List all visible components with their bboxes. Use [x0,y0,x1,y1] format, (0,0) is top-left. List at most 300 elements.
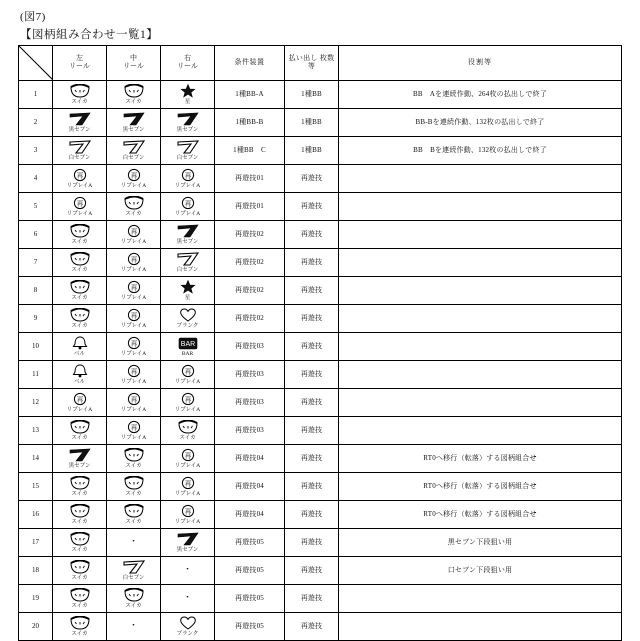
left-reel-symbol [53,193,107,221]
watermelon-icon [53,615,106,631]
role-cell: BB Aを連続作動、264枚の払出しで終了 [339,81,622,109]
right-reel-symbol [161,473,215,501]
condition-cell: 再遊技01 [215,193,285,221]
svg-text:再: 再 [76,396,83,404]
left-reel-symbol-caption: リプレイA [66,183,93,190]
center-reel-symbol [107,585,161,613]
right-reel-symbol-caption: 星 [184,99,191,106]
header-payout [285,46,339,81]
right-reel-symbol-caption: 黒セブン [176,239,199,246]
payout-cell: 再遊技 [285,585,339,613]
watermelon-icon [107,83,160,99]
table-header-row [19,46,622,81]
bell-icon [53,335,106,351]
payout-cell: 再遊技 [285,277,339,305]
table-row [19,585,622,613]
star-icon [161,83,214,99]
payout-cell: 1種BB [285,137,339,165]
white7-icon [53,139,106,155]
left-reel-symbol [53,137,107,165]
right-reel-symbol [161,305,215,333]
table-row [19,277,622,305]
row-number: 5 [19,193,53,221]
bar-icon [161,335,214,351]
header-left-reel-line1: 左 [76,54,83,63]
header-payout-line2: 枚数等 [307,54,335,70]
condition-cell: 再遊技03 [215,333,285,361]
center-reel-symbol-caption: リプレイA [120,407,147,414]
svg-text:再: 再 [130,368,137,376]
svg-text:再: 再 [130,312,137,320]
left-reel-symbol-caption: スイカ [71,239,88,246]
star-icon [161,279,214,295]
header-right-reel [161,46,215,81]
watermelon-icon [53,251,106,267]
watermelon-icon [53,559,106,575]
center-reel-symbol [107,557,161,585]
right-reel-symbol [161,389,215,417]
left-reel-symbol [53,417,107,445]
center-reel-symbol-caption: リプレイA [120,351,147,358]
condition-cell: 再遊技05 [215,585,285,613]
left-reel-symbol-caption: スイカ [71,547,88,554]
replay-icon [53,167,106,183]
right-reel-symbol [161,361,215,389]
center-reel-symbol-caption: スイカ [125,99,142,106]
watermelon-icon [107,195,160,211]
payout-cell: 再遊技 [285,501,339,529]
condition-cell: 再遊技02 [215,249,285,277]
condition-cell: 再遊技03 [215,361,285,389]
header-left-reel-line2: リール [69,62,90,70]
right-reel-symbol-caption: ブランク [176,323,199,330]
replay-icon [53,195,106,211]
svg-text:再: 再 [184,508,191,516]
replay-icon [161,195,214,211]
replay-icon [107,307,160,323]
center-reel-symbol-caption: スイカ [125,491,142,498]
black7-icon [53,111,106,127]
blank-icon [161,307,214,323]
center-reel-symbol-caption: リプレイA [120,379,147,386]
row-number: 12 [19,389,53,417]
dash-icon: ・ [182,592,192,603]
right-reel-symbol [161,445,215,473]
right-reel-symbol [161,137,215,165]
blank-icon [161,615,214,631]
role-cell [339,305,622,333]
replay-icon [107,335,160,351]
svg-text:再: 再 [130,396,137,404]
right-reel-symbol [161,417,215,445]
payout-cell: 1種BB [285,81,339,109]
center-reel-symbol [107,221,161,249]
row-number: 20 [19,613,53,641]
replay-icon [161,447,214,463]
payout-cell: 再遊技 [285,333,339,361]
role-cell: BB-Bを連続作動、132枚の払出しで終了 [339,109,622,137]
replay-icon [107,167,160,183]
payout-cell: 再遊技 [285,193,339,221]
svg-text:再: 再 [130,172,137,180]
left-reel-symbol [53,501,107,529]
watermelon-icon [53,419,106,435]
center-reel-symbol [107,165,161,193]
dash-icon: ・ [128,620,138,631]
replay-icon [107,223,160,239]
center-reel-symbol-caption: リプレイA [120,323,147,330]
condition-cell: 再遊技02 [215,277,285,305]
center-reel-symbol [107,389,161,417]
left-reel-symbol [53,109,107,137]
condition-cell: 1種BB C [215,137,285,165]
table-row [19,389,622,417]
header-right-reel-line2: リール [177,62,198,70]
center-reel-symbol-caption: スイカ [125,519,142,526]
right-reel-symbol-caption: 黒セブン [176,547,199,554]
condition-cell: 再遊技05 [215,557,285,585]
replay-icon [107,391,160,407]
watermelon-icon [53,83,106,99]
payout-cell: 再遊技 [285,165,339,193]
watermelon-icon [53,531,106,547]
payout-cell: 再遊技 [285,473,339,501]
role-cell [339,361,622,389]
watermelon-icon [107,503,160,519]
svg-text:再: 再 [184,452,191,460]
role-cell [339,389,622,417]
left-reel-symbol-caption: スイカ [71,99,88,106]
svg-text:再: 再 [130,284,137,292]
condition-cell: 1種BB-A [215,81,285,109]
payout-cell: 再遊技 [285,221,339,249]
center-reel-symbol-caption: リプレイA [120,267,147,274]
table-row [19,557,622,585]
row-number: 17 [19,529,53,557]
right-reel-symbol [161,81,215,109]
condition-cell: 再遊技02 [215,305,285,333]
role-cell [339,249,622,277]
payout-cell: 再遊技 [285,249,339,277]
table-row [19,501,622,529]
condition-cell: 再遊技05 [215,613,285,641]
white7-icon [107,139,160,155]
role-cell [339,193,622,221]
svg-text:再: 再 [184,200,191,208]
right-reel-symbol-caption: リプレイA [174,211,201,218]
center-reel-symbol [107,417,161,445]
row-number: 18 [19,557,53,585]
replay-icon [107,419,160,435]
left-reel-symbol-caption: スイカ [71,435,88,442]
svg-text:再: 再 [184,480,191,488]
role-cell: RT0へ移行（転落）する図柄組合せ [339,473,622,501]
table-row [19,445,622,473]
svg-text:再: 再 [130,228,137,236]
left-reel-symbol-caption: スイカ [71,603,88,610]
row-number: 1 [19,81,53,109]
condition-cell: 再遊技04 [215,445,285,473]
white7-icon [161,251,214,267]
black7-icon [107,111,160,127]
right-reel-symbol [161,109,215,137]
header-condition: 条件装置 [215,46,285,81]
row-number: 9 [19,305,53,333]
row-number: 3 [19,137,53,165]
center-reel-symbol-caption: リプレイA [120,295,147,302]
left-reel-symbol-caption: 白セブン [68,155,91,162]
black7-icon [161,223,214,239]
table-row [19,333,622,361]
right-reel-symbol [161,613,215,641]
right-reel-symbol [161,193,215,221]
header-center-reel [107,46,161,81]
left-reel-symbol [53,585,107,613]
right-reel-symbol [161,221,215,249]
figure-label: (図7) [20,11,46,23]
center-reel-symbol [107,613,161,641]
right-reel-symbol [161,249,215,277]
payout-cell: 再遊技 [285,613,339,641]
right-reel-symbol [161,501,215,529]
table-row [19,109,622,137]
left-reel-symbol [53,473,107,501]
header-left-reel [53,46,107,81]
watermelon-icon [53,223,106,239]
right-reel-symbol-caption: リプレイA [174,407,201,414]
role-cell: RT0へ移行（転落）する図柄組合せ [339,501,622,529]
payout-cell: 再遊技 [285,361,339,389]
svg-text:再: 再 [184,172,191,180]
svg-text:再: 再 [184,396,191,404]
watermelon-icon [107,587,160,603]
replay-icon [161,167,214,183]
row-number: 10 [19,333,53,361]
black7-icon [53,447,106,463]
replay-icon [161,475,214,491]
right-reel-symbol [161,557,215,585]
right-reel-symbol-caption: 白セブン [176,155,199,162]
header-corner-cell [19,46,53,81]
center-reel-symbol-caption: リプレイA [120,239,147,246]
symbol-combination-table [18,45,622,641]
center-reel-symbol [107,445,161,473]
center-reel-symbol-caption: 白セブン [122,575,145,582]
watermelon-icon [107,475,160,491]
left-reel-symbol [53,81,107,109]
center-reel-symbol [107,109,161,137]
table-row [19,417,622,445]
watermelon-icon [53,307,106,323]
row-number: 6 [19,221,53,249]
role-cell: BB Bを連続作動、132枚の払出しで終了 [339,137,622,165]
right-reel-symbol-caption: リプレイA [174,379,201,386]
table-row [19,361,622,389]
replay-icon [107,279,160,295]
condition-cell: 再遊技04 [215,473,285,501]
left-reel-symbol-caption: スイカ [71,631,88,638]
black7-icon [161,531,214,547]
left-reel-symbol [53,557,107,585]
watermelon-icon [53,475,106,491]
center-reel-symbol [107,473,161,501]
left-reel-symbol-caption: スイカ [71,575,88,582]
svg-text:再: 再 [130,256,137,264]
right-reel-symbol [161,333,215,361]
center-reel-symbol [107,333,161,361]
right-reel-symbol-caption: リプレイA [174,491,201,498]
right-reel-symbol [161,585,215,613]
right-reel-symbol [161,165,215,193]
left-reel-symbol [53,529,107,557]
replay-icon [107,251,160,267]
table-row [19,221,622,249]
watermelon-icon [107,447,160,463]
row-number: 8 [19,277,53,305]
center-reel-symbol [107,305,161,333]
left-reel-symbol-caption: スイカ [71,491,88,498]
replay-icon [161,503,214,519]
left-reel-symbol-caption: 黒セブン [68,463,91,470]
row-number: 4 [19,165,53,193]
payout-cell: 再遊技 [285,445,339,473]
left-reel-symbol-caption: ベル [73,351,85,358]
black7-icon [161,111,214,127]
role-cell: 黒セブン下段狙い用 [339,529,622,557]
left-reel-symbol [53,249,107,277]
role-cell [339,333,622,361]
white7-icon [161,139,214,155]
role-cell: RT0へ移行（転落）する図柄組合せ [339,445,622,473]
right-reel-symbol-caption: リプレイA [174,519,201,526]
payout-cell: 再遊技 [285,529,339,557]
watermelon-icon [53,279,106,295]
watermelon-icon [53,587,106,603]
right-reel-symbol-caption: スイカ [179,435,196,442]
bell-icon [53,363,106,379]
watermelon-icon [161,419,214,435]
left-reel-symbol [53,221,107,249]
right-reel-symbol-caption: BAR [181,351,194,358]
center-reel-symbol-caption: 黒セブン [122,127,145,134]
left-reel-symbol-caption: スイカ [71,267,88,274]
payout-cell: 再遊技 [285,389,339,417]
header-right-reel-line1: 右 [184,54,191,63]
condition-cell: 再遊技01 [215,165,285,193]
center-reel-symbol [107,529,161,557]
left-reel-symbol-caption: スイカ [71,295,88,302]
dash-icon: ・ [128,536,138,547]
table-row [19,137,622,165]
header-payout-line1: 払い出し [288,54,318,63]
center-reel-symbol-caption: スイカ [125,211,142,218]
left-reel-symbol-caption: リプレイA [66,407,93,414]
row-number: 2 [19,109,53,137]
replay-icon [161,363,214,379]
row-number: 7 [19,249,53,277]
left-reel-symbol-caption: 黒セブン [68,127,91,134]
left-reel-symbol [53,389,107,417]
center-reel-symbol-caption: リプレイA [120,435,147,442]
table-row [19,249,622,277]
condition-cell: 再遊技03 [215,417,285,445]
right-reel-symbol-caption: 白セブン [176,267,199,274]
left-reel-symbol [53,165,107,193]
role-cell [339,165,622,193]
replay-icon [161,391,214,407]
row-number: 14 [19,445,53,473]
role-cell [339,585,622,613]
center-reel-symbol-caption: スイカ [125,603,142,610]
left-reel-symbol-caption: ベル [73,379,85,386]
row-number: 13 [19,417,53,445]
right-reel-symbol-caption: 星 [184,295,191,302]
svg-text:再: 再 [130,424,137,432]
left-reel-symbol-caption: スイカ [71,519,88,526]
right-reel-symbol [161,277,215,305]
svg-text:再: 再 [130,340,137,348]
white7-icon [107,559,160,575]
center-reel-symbol [107,137,161,165]
role-cell [339,277,622,305]
left-reel-symbol [53,277,107,305]
left-reel-symbol [53,305,107,333]
role-cell [339,613,622,641]
condition-cell: 再遊技03 [215,389,285,417]
role-cell [339,221,622,249]
page-title: 【図柄組み合わせ一覧1】 [20,29,159,41]
row-number: 11 [19,361,53,389]
left-reel-symbol-caption: スイカ [71,323,88,330]
condition-cell: 再遊技04 [215,501,285,529]
left-reel-symbol [53,613,107,641]
center-reel-symbol-caption: スイカ [125,463,142,470]
right-reel-symbol [161,529,215,557]
table-row [19,613,622,641]
role-cell: 口セブン下段狙い用 [339,557,622,585]
right-reel-symbol-caption: リプレイA [174,463,201,470]
svg-text:再: 再 [76,200,83,208]
condition-cell: 再遊技05 [215,529,285,557]
row-number: 19 [19,585,53,613]
replay-icon [107,363,160,379]
center-reel-symbol-caption: リプレイA [120,183,147,190]
header-center-reel-line2: リール [123,62,144,70]
dash-icon: ・ [182,564,192,575]
center-reel-symbol [107,249,161,277]
header-role: 役割等 [339,46,622,81]
watermelon-icon [53,503,106,519]
svg-text:再: 再 [76,172,83,180]
left-reel-symbol [53,445,107,473]
table-row [19,165,622,193]
role-cell [339,417,622,445]
payout-cell: 1種BB [285,109,339,137]
replay-icon [53,391,106,407]
payout-cell: 再遊技 [285,557,339,585]
right-reel-symbol-caption: ブランク [176,631,199,638]
table-row [19,529,622,557]
payout-cell: 再遊技 [285,305,339,333]
table-row [19,193,622,221]
right-reel-symbol-caption: リプレイA [174,183,201,190]
header-center-reel-line1: 中 [130,54,137,63]
center-reel-symbol [107,277,161,305]
row-number: 16 [19,501,53,529]
condition-cell: 1種BB-B [215,109,285,137]
center-reel-symbol [107,361,161,389]
right-reel-symbol-caption: 黒セブン [176,127,199,134]
